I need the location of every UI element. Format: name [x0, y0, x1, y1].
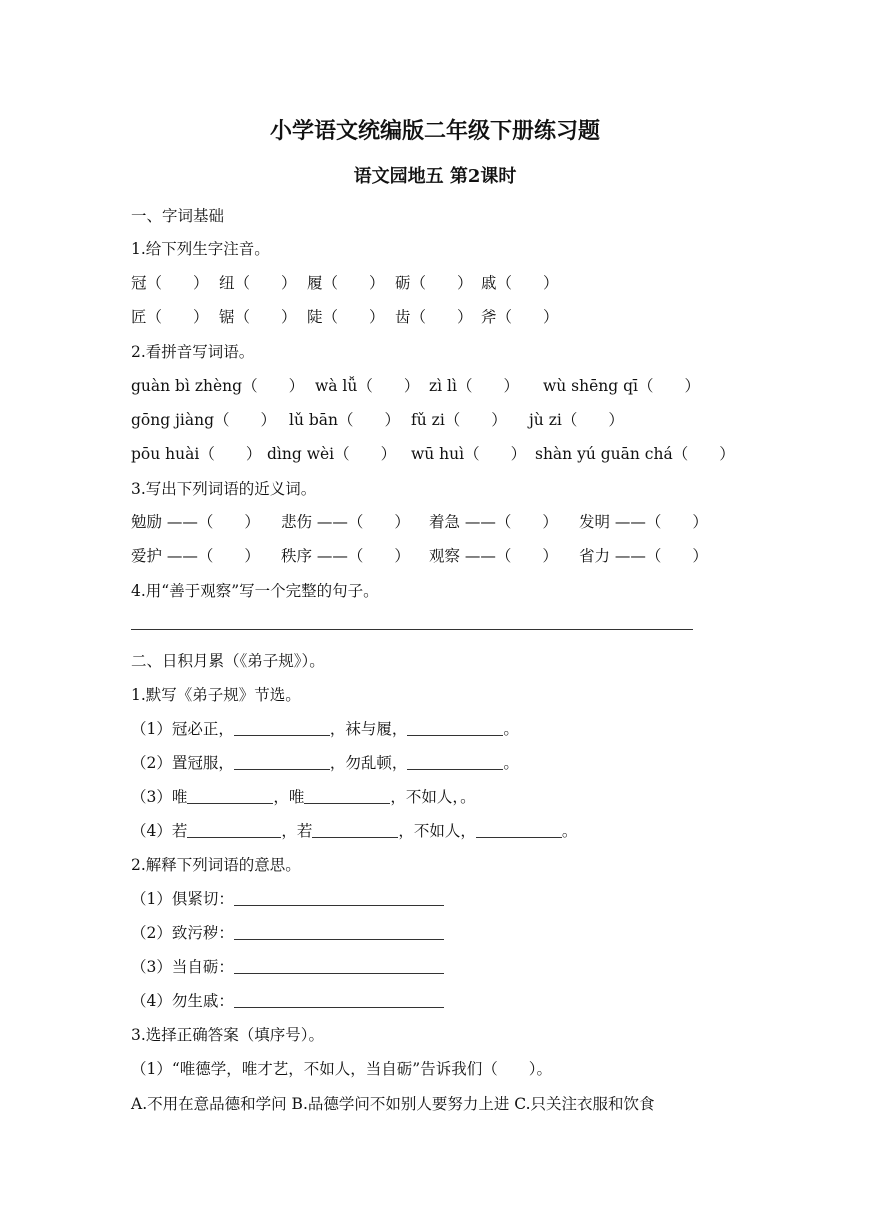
- char-item: 锯（ ）: [219, 308, 297, 326]
- char-item: 齿（ ）: [395, 308, 473, 326]
- q1-prompt: 1.给下列生字注音。: [131, 240, 270, 258]
- fill-line-4: [131, 820, 577, 842]
- char-item: 履（ ）: [307, 274, 385, 292]
- explain-label: （4）勿生戚：: [131, 992, 234, 1010]
- fill-text: （1）冠必正，: [131, 720, 234, 738]
- fill-text: ，唯: [273, 788, 305, 806]
- synonym-item: 爱护 ——（ ）: [131, 547, 260, 565]
- fill-text: ，袜与履，: [329, 720, 408, 738]
- pinyin-item: fǔ zi（ ）: [411, 411, 507, 429]
- fill-text: 。: [503, 754, 519, 772]
- explain-item: [131, 922, 444, 944]
- fill-text: ，不如人，。: [390, 788, 476, 806]
- fill-text: （2）置冠服，: [131, 754, 234, 772]
- pinyin-item: dìng wèi（ ）: [267, 445, 397, 463]
- pinyin-item: jù zi（ ）: [529, 411, 624, 429]
- fill-blank[interactable]: [234, 719, 330, 736]
- fill-line-1: [131, 718, 519, 740]
- page-subtitle: 语文园地五 第2课时: [353, 166, 517, 187]
- pinyin-item: guàn bì zhèng（ ）: [131, 377, 305, 395]
- section1-heading: 一、字词基础: [131, 207, 225, 225]
- fill-blank[interactable]: [476, 821, 562, 838]
- fill-text: 。: [503, 720, 519, 738]
- fill-line-3: [131, 786, 476, 808]
- fill-text: ，若: [281, 822, 313, 840]
- answer-line[interactable]: [131, 629, 693, 630]
- char-item: 砺（ ）: [395, 274, 473, 292]
- explain-label: （1）俱紧切：: [131, 890, 234, 908]
- pinyin-item: shàn yú guān chá（ ）: [535, 445, 735, 463]
- fill-blank[interactable]: [187, 787, 273, 804]
- explain-label: （3）当自砺：: [131, 958, 234, 976]
- fill-blank[interactable]: [304, 787, 390, 804]
- char-item: 匠（ ）: [131, 308, 209, 326]
- synonym-item: 悲伤 ——（ ）: [281, 513, 410, 531]
- s2-q3-sub1: （1）“唯德学，唯才艺，不如人，当自砺”告诉我们（ ）。: [131, 1060, 552, 1078]
- s2-q3-options: A.不用在意品德和学问 B.品德学问不如别人要努力上进 C.只关注衣服和饮食: [131, 1095, 655, 1113]
- explain-blank[interactable]: [234, 889, 444, 906]
- fill-blank[interactable]: [187, 821, 281, 838]
- synonym-item: 省力 ——（ ）: [579, 547, 708, 565]
- pinyin-item: pōu huài（ ）: [131, 445, 262, 463]
- char-item: 戚（ ）: [481, 274, 559, 292]
- fill-text: ，不如人，: [398, 822, 476, 840]
- fill-blank[interactable]: [234, 753, 330, 770]
- s2-q1-prompt: 1.默写《弟子规》节选。: [131, 686, 301, 704]
- section2-heading: 二、日积月累（《弟子规》）。: [131, 652, 325, 670]
- explain-item: [131, 888, 444, 910]
- pinyin-item: zì lì（ ）: [429, 377, 519, 395]
- synonym-item: 发明 ——（ ）: [579, 513, 708, 531]
- pinyin-item: wù shēng qī（ ）: [543, 377, 700, 395]
- char-item: 冠（ ）: [131, 274, 209, 292]
- fill-text: 。: [561, 822, 578, 840]
- explain-item: [131, 990, 444, 1012]
- pinyin-item: lǔ bān（ ）: [289, 411, 401, 429]
- fill-blank[interactable]: [312, 821, 398, 838]
- fill-text: （3）唯: [131, 788, 188, 806]
- synonym-item: 秩序 ——（ ）: [281, 547, 410, 565]
- explain-blank[interactable]: [234, 991, 444, 1008]
- fill-text: （4）若: [131, 822, 188, 840]
- q2-prompt: 2.看拼音写词语。: [131, 343, 255, 361]
- fill-line-2: [131, 752, 519, 774]
- char-item: 斧（ ）: [481, 308, 559, 326]
- fill-text: ，勿乱顿，: [329, 754, 408, 772]
- explain-item: [131, 956, 444, 978]
- s2-q3-prompt: 3.选择正确答案（填序号）。: [131, 1026, 325, 1044]
- s2-q2-prompt: 2.解释下列词语的意思。: [131, 856, 301, 874]
- char-item: 陡（ ）: [307, 308, 385, 326]
- synonym-item: 观察 ——（ ）: [429, 547, 558, 565]
- explain-label: （2）致污秽：: [131, 924, 234, 942]
- fill-blank[interactable]: [407, 753, 503, 770]
- explain-blank[interactable]: [234, 957, 444, 974]
- pinyin-item: wū huì（ ）: [411, 445, 527, 463]
- fill-blank[interactable]: [407, 719, 503, 736]
- q3-prompt: 3.写出下列词语的近义词。: [131, 480, 317, 498]
- synonym-item: 勉励 ——（ ）: [131, 513, 260, 531]
- explain-blank[interactable]: [234, 923, 444, 940]
- synonym-item: 着急 ——（ ）: [429, 513, 558, 531]
- pinyin-item: gōng jiàng（ ）: [131, 411, 276, 429]
- pinyin-item: wà lǚ（ ）: [315, 377, 420, 395]
- char-item: 纽（ ）: [219, 274, 297, 292]
- q4-prompt: 4.用“善于观察”写一个完整的句子。: [131, 582, 379, 600]
- page-title: 小学语文统编版二年级下册练习题: [269, 118, 600, 144]
